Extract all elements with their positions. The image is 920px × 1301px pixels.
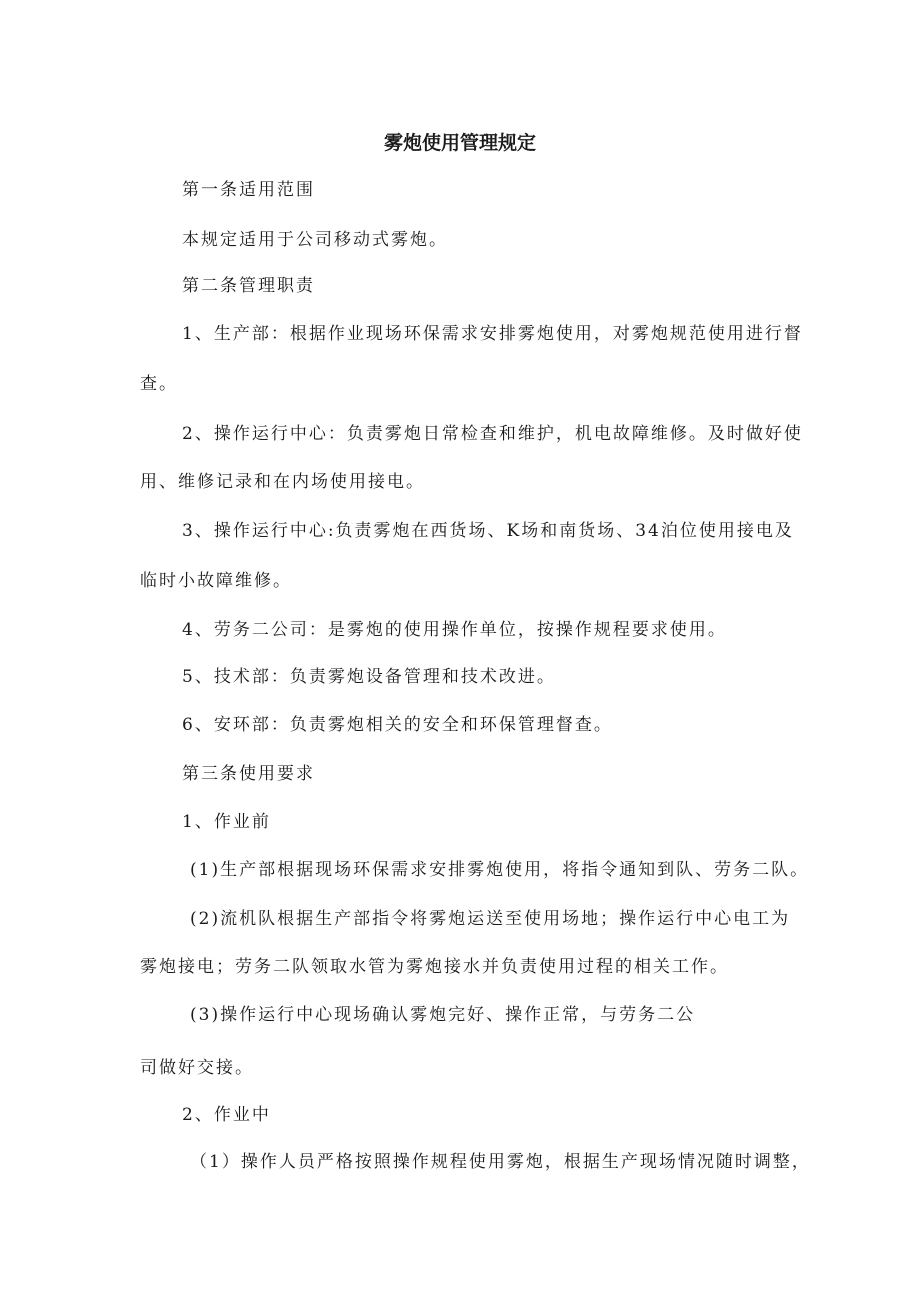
paragraph-line: 4、劳务二公司：是雾炮的使用操作单位，按操作规程要求使用。 bbox=[182, 620, 727, 640]
section-heading-scope: 第一条适用范围 bbox=[182, 180, 315, 200]
subheading-during-work: 2、作业中 bbox=[182, 1105, 271, 1125]
section-heading-usage: 第三条使用要求 bbox=[182, 764, 315, 784]
paragraph-line: 1、生产部：根据作业现场环保需求安排雾炮使用，对雾炮规范使用进行督 bbox=[182, 324, 803, 344]
paragraph-line: 雾炮接电；劳务二队领取水管为雾炮接水并负责使用过程的相关工作。 bbox=[140, 957, 729, 977]
paragraph-scope: 本规定适用于公司移动式雾炮。 bbox=[182, 230, 448, 250]
section-heading-responsibilities: 第二条管理职责 bbox=[182, 276, 315, 296]
paragraph-line: 用、维修记录和在内场使用接电。 bbox=[140, 472, 425, 492]
subheading-before-work: 1、作业前 bbox=[182, 812, 271, 832]
paragraph-line: 临时小故障维修。 bbox=[140, 571, 292, 591]
paragraph-line: 司做好交接。 bbox=[140, 1058, 254, 1078]
paragraph-line: 查。 bbox=[140, 374, 178, 394]
document-title: 雾炮使用管理规定 bbox=[383, 132, 536, 154]
paragraph-line: (1)生产部根据现场环保需求安排雾炮使用，将指令通知到队、劳务二队。 bbox=[190, 860, 810, 880]
paragraph-line: 5、技术部：负责雾炮设备管理和技术改进。 bbox=[182, 667, 556, 687]
paragraph-line: (3)操作运行中心现场确认雾炮完好、操作正常，与劳务二公 bbox=[190, 1005, 696, 1025]
paragraph-line: （1）操作人员严格按照操作规程使用雾炮，根据生产现场情况随时调整， bbox=[190, 1152, 811, 1172]
paragraph-line: (2)流机队根据生产部指令将雾炮运送至使用场地；操作运行中心电工为 bbox=[190, 909, 791, 929]
paragraph-line: 6、安环部：负责雾炮相关的安全和环保管理督查。 bbox=[182, 715, 613, 735]
paragraph-line: 3、操作运行中心:负责雾炮在西货场、K场和南货场、34泊位使用接电及 bbox=[182, 521, 794, 541]
paragraph-line: 2、操作运行中心：负责雾炮日常检查和维护，机电故障维修。及时做好使 bbox=[182, 424, 803, 444]
